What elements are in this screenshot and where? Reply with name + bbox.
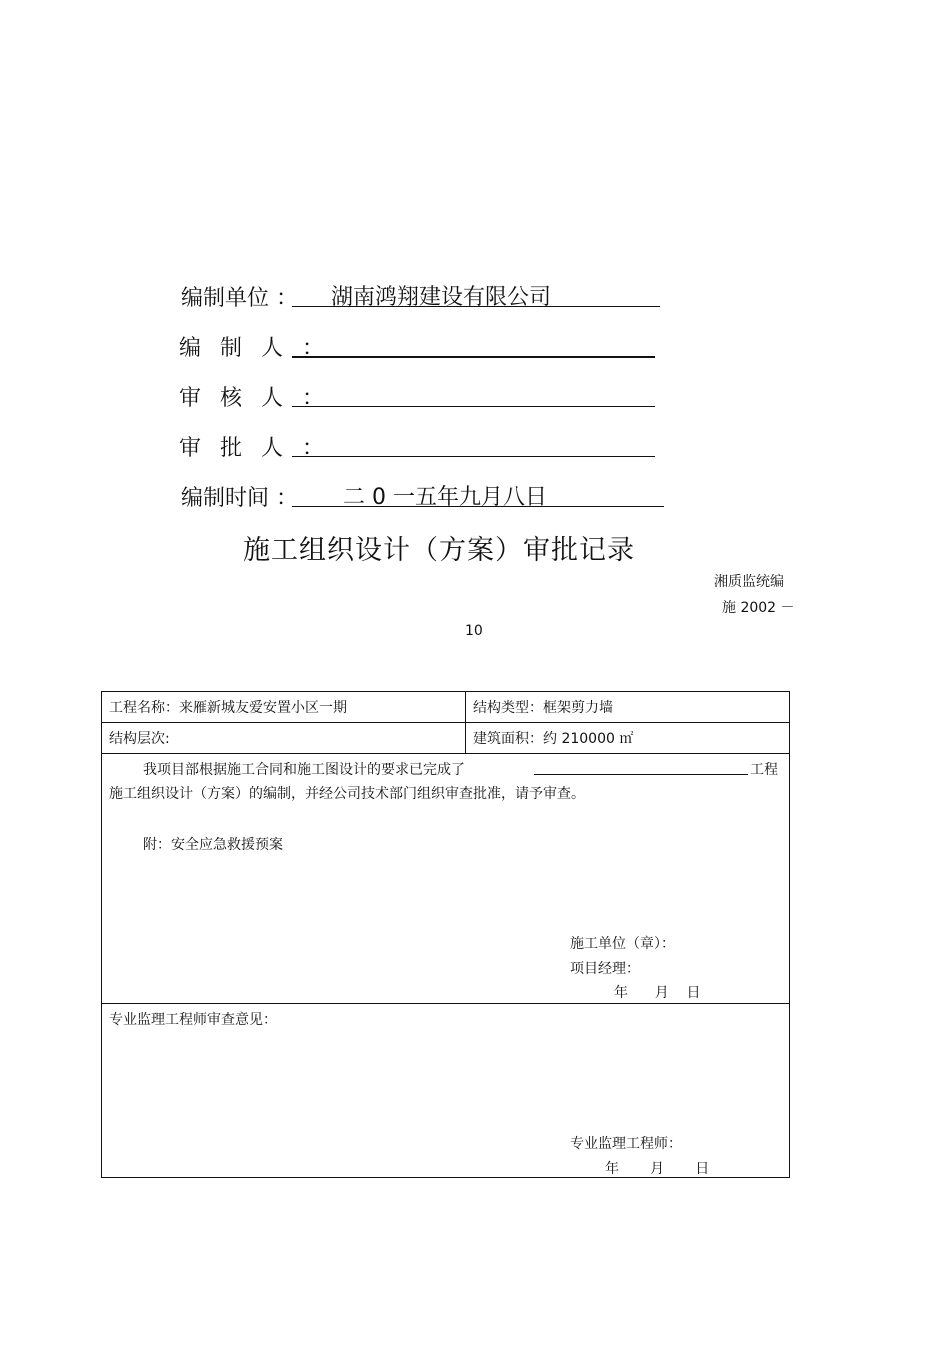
construction-unit-seal: 施工单位（章）： (570, 936, 675, 952)
signature-date-1: 年 月 日 (614, 985, 701, 1001)
supervisor-cell (102, 1004, 790, 1178)
project-name-blank (534, 774, 748, 775)
signature-date-2: 年 月 日 (605, 1161, 710, 1177)
structure-floors-cell (102, 723, 466, 754)
form-code-line1: 湘质监统编 (714, 574, 784, 590)
statement-part1: 我项目部根据施工合同和施工图设计的要求已完成了 (143, 762, 465, 778)
compiler-label: 编 制 人 ： (179, 336, 330, 361)
structure-floors: 结构层次: (109, 731, 170, 747)
reviewer-line (292, 380, 655, 407)
approver-label: 审 批 人 ： (179, 436, 330, 461)
building-area-cell (466, 723, 790, 754)
statement-cell (102, 754, 790, 1004)
statement-line2: 施工组织设计（方案）的编制，并经公司技术部门组织审查批准，请予审查。 (109, 786, 585, 802)
structure-type-cell (466, 692, 790, 723)
attachment: 附：安全应急救援预案 (143, 837, 283, 853)
form-code-line2: 施 2002 － (722, 600, 795, 616)
supervisor-opinion: 专业监理工程师审查意见： (109, 1012, 277, 1028)
form-code-line3: 10 (465, 623, 483, 639)
reviewer-label: 审 核 人 ： (179, 386, 330, 411)
compiling-unit-label: 编制单位 ： (181, 286, 298, 311)
approval-record-table (101, 691, 790, 1178)
statement-part2: 工程 (750, 762, 778, 778)
approver-line (292, 430, 655, 457)
compile-date-value: 二 0 一五年九月八日 (343, 485, 547, 510)
compile-date-label: 编制时间 ： (181, 486, 298, 511)
compiling-unit-value: 湖南鸿翔建设有限公司 (331, 285, 552, 310)
project-name: 工程名称：来雁新城友爱安置小区一期 (109, 700, 347, 716)
project-name-cell (102, 692, 466, 723)
building-area: 建筑面积：约 210000 ㎡ (473, 731, 634, 747)
record-title: 施工组织设计（方案）审批记录 (243, 535, 635, 566)
compiler-line (292, 330, 655, 358)
project-manager: 项目经理： (570, 961, 640, 977)
structure-type: 结构类型：框架剪力墙 (473, 700, 613, 716)
supervisor-signature: 专业监理工程师： (570, 1136, 682, 1152)
